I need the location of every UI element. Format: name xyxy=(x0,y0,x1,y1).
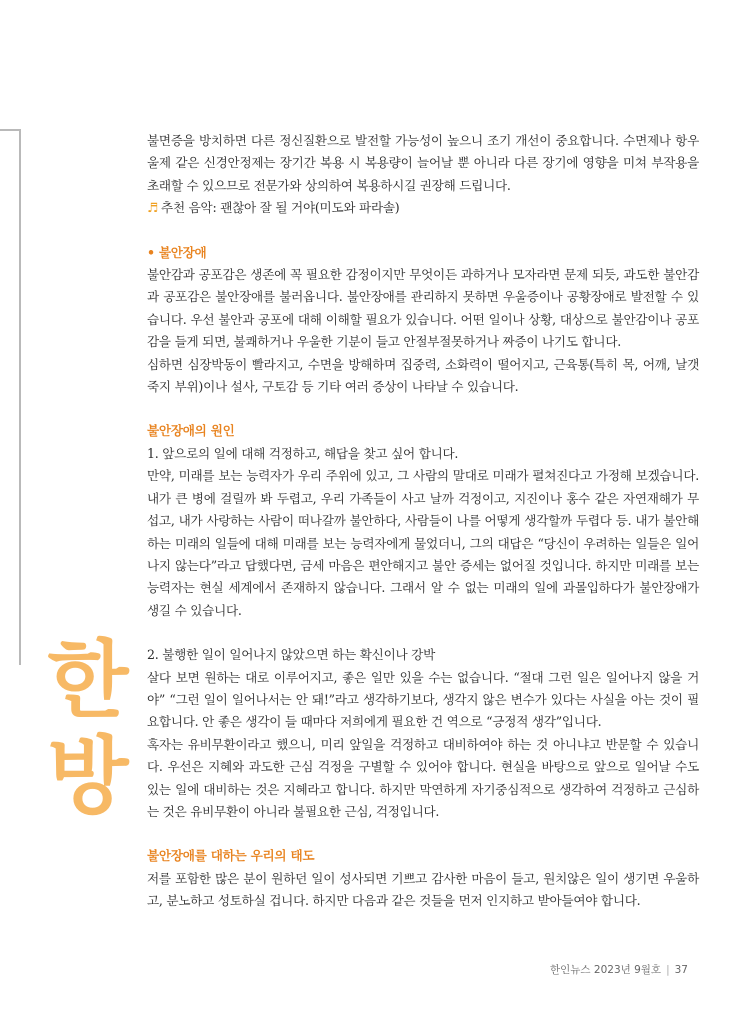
frame-line-top xyxy=(0,129,20,131)
side-letter-1: 한 xyxy=(47,631,129,729)
anxiety-paragraph-1: 불안감과 공포감은 생존에 꼭 필요한 감정이지만 무엇이든 과하거나 모자라면 문제 되듯, 과도한 불안감과 공포감은 불안장애를 불러옵니다. 불안장애를 관리하지 못하면 우울증이나 공황장애로 발전할 수 있습니다. 우선 불안과 공포에 대해 이해할 필요가 있습니다. 어떤 일이나 상황, 대상으로 불안감이나 공포감을 들게 되면, 불쾌하거나 우울한 기분이 들고 안절부절못하거나 짜증이 나기도 합니다. xyxy=(147,267,699,350)
music-note-icon: ♬ xyxy=(147,200,159,216)
side-letter-2: 방 xyxy=(47,727,129,825)
publication-name: 한인뉴스 2023년 9월호 xyxy=(550,964,662,976)
frame-line-left xyxy=(19,129,21,665)
music-text: 추천 음악: 괜찮아 잘 될 거야(미도와 파라솔) xyxy=(161,200,400,216)
cause-2-body-2: 혹자는 유비무환이라고 했으니, 미리 앞일을 걱정하고 대비하여야 하는 것 아니냐고 반문할 수 있습니다. 우선은 지혜와 과도한 근심 걱정을 구별할 수 있어야 합니다. 현실을 바탕으로 앞으로 일어날 수도 있는 일에 대비하는 것은 지혜라고 합니다. 하지만 막연하게 자기중심적으로 생각하여 걱정하고 근심하는 것은 유비무환이 아니라 불필요한 근심, 걱정입니다. xyxy=(147,736,699,819)
section-heading-anxiety: • 불안장애 xyxy=(147,244,207,260)
section-heading-attitude: 불안장애를 대하는 우리의 태도 xyxy=(147,848,315,864)
intro-paragraph: 불면증을 방치하면 다른 정신질환으로 발전할 가능성이 높으니 조기 개선이 중요합니다. 수면제나 항우울제 같은 신경안정제는 장기간 복용 시 복용량이 늘어날 뿐 아니라 다른 장기에 영향을 미쳐 부작용을 초래할 수 있으므로 전문가와 상의하여 복용하시길 권장해 드립니다. xyxy=(147,133,699,193)
cause-1-title: 1. 앞으로의 일에 대해 걱정하고, 해답을 찾고 싶어 합니다. xyxy=(147,445,459,461)
footer-separator: | xyxy=(666,964,670,976)
anxiety-paragraph-2: 심하면 심장박동이 빨라지고, 수면을 방해하며 집중력, 소화력이 떨어지고, 근육통(특히 목, 어깨, 날갯죽지 부위)이나 설사, 구토감 등 기타 여러 증상이 나타날 수 있습니다. xyxy=(147,356,699,395)
bullet-icon: • xyxy=(147,244,155,260)
cause-1-body: 만약, 미래를 보는 능력자가 우리 주위에 있고, 그 사람의 말대로 미래가 펼쳐진다고 가정해 보겠습니다. 내가 큰 병에 걸릴까 봐 두렵고, 우리 가족들이 사고 날까 걱정이고, 지진이나 홍수 같은 자연재해가 무섭고, 내가 사랑하는 사람이 떠나갈까 불안하다, 사람들이 나를 어떻게 생각할까 두렵다 등. 내가 불안해하는 미래의 일들에 대해 미래를 보는 능력자에게 물었더니, 그의 대답은 “당신이 우려하는 일들은 일어나지 않는다”라고 답했다면, 금세 마음은 편안해지고 불안 증세는 없어질 것입니다. 하지만 미래를 보는 능력자는 현실 세계에서 존재하지 않습니다. 그래서 알 수 없는 미래의 일에 과몰입하다가 불안장애가 생길 수 있습니다. xyxy=(147,468,699,618)
side-title xyxy=(36,632,140,824)
cause-2-title: 2. 불행한 일이 일어나지 않았으면 하는 확신이나 강박 xyxy=(147,647,436,663)
attitude-body: 저를 포함한 많은 분이 원하던 일이 성사되면 기쁘고 감사한 마음이 들고, 원치않은 일이 생기면 우울하고, 분노하고 성토하실 겁니다. 하지만 다음과 같은 것들을 먼저 인지하고 받아들여야 합니다. xyxy=(147,870,699,909)
cause-2-body-1: 살다 보면 원하는 대로 이루어지고, 좋은 일만 있을 수는 없습니다. “절대 그런 일은 일어나지 않을 거야” “그런 일이 일어나서는 안 돼!”라고 생각하기보다, 생각지 않은 변수가 있다는 사실을 아는 것이 필요합니다. 안 좋은 생각이 들 때마다 저희에게 필요한 건 역으로 “긍정적 생각”입니다. xyxy=(147,669,699,730)
page-number: 37 xyxy=(674,964,688,976)
music-recommendation xyxy=(147,197,699,219)
article-body xyxy=(147,130,699,913)
section-heading-causes: 불안장애의 원인 xyxy=(147,423,235,439)
page-footer xyxy=(550,962,688,977)
